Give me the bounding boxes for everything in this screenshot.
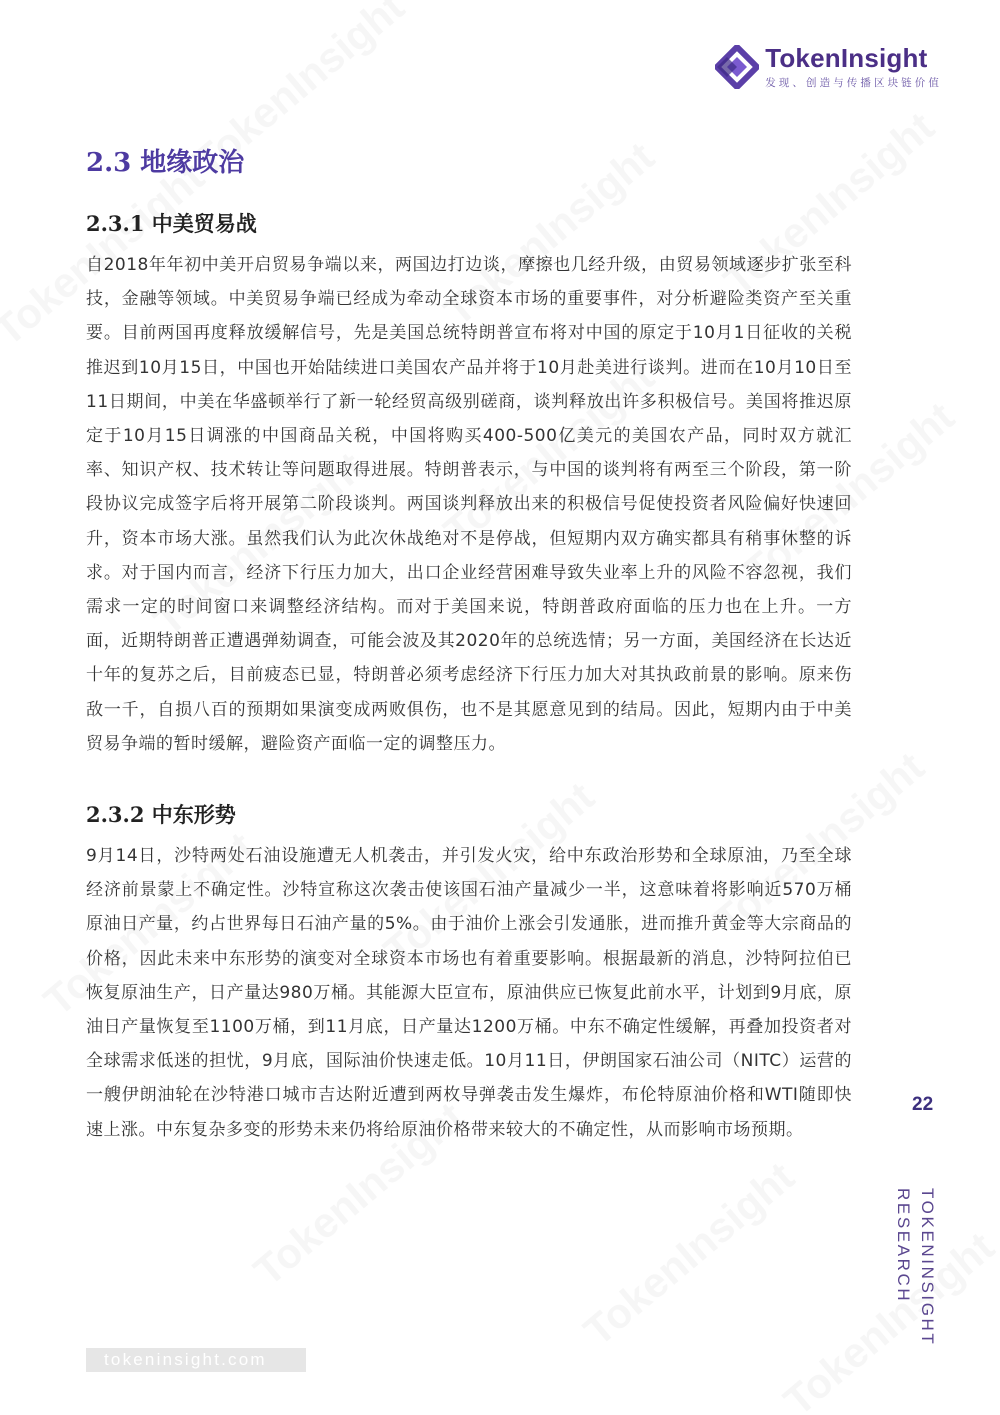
tokeninsight-logo-icon	[715, 45, 759, 89]
brand-tagline: 发现、创造与传播区块链价值	[765, 77, 942, 89]
page-number: 22	[912, 1094, 934, 1115]
brand-name: TokenInsight	[765, 43, 928, 73]
footer-bar	[86, 1348, 306, 1372]
brand-logo	[715, 44, 942, 90]
watermark	[575, 1153, 804, 1356]
subsection-title: 2.3.1 中美贸易战	[86, 211, 257, 236]
watermark	[775, 1223, 1000, 1415]
vertical-research-label: RESEARCH	[894, 1188, 913, 1304]
paragraph: 自2018年年初中美开启贸易争端以来，两国边打边谈，摩擦也几经升级，由贸易领域逐步扩张至科技，金融等领域。中美贸易争端已经成为牵动全球资本市场的重要事件，对分析避险类资产至关重要。目前两国再度释放缓解信号，先是美国总统特朗普宣布将对中国的原定于10月1日征收的关税推迟到10月15日，中国也开始陆续进口美国农产品并将于10月赴美进行谈判。进而在10月10日至11日期间，中美在华盛顿举行了新一轮经贸高级别磋商，谈判释放出许多积极信号。美国将推迟原定于10月15日调涨的中国商品关税，中国将购买400-500亿美元的美国农产品，同时双方就汇率、知识产权、技术转让等问题取得进展。特朗普表示，与中国的谈判将有两至三个阶段，第一阶段协议完成签字后将开展第二阶段谈判。两国谈判释放出来的积极信号促使投资者风险偏好快速回升，资本市场大涨。虽然我们认为此次休战绝对不是停战，但短期内双方确实都具有稍事休整的诉求。对于国内而言，经济下行压力加大，出口企业经营困难导致失业率上升的风险不容忽视，我们需求一定的时间窗口来调整经济结构。而对于美国来说，特朗普政府面临的压力也在上升。一方面，近期特朗普正遭遇弹劾调查，可能会波及其2020年的总统选情；另一方面，美国经济在长达近十年的复苏之后，目前疲态已显，特朗普必须考虑经济下行压力加大对其执政前景的影响。原来伤敌一千，自损八百的预期如果演变成两败俱伤，也不是其愿意见到的结局。因此，短期内由于中美贸易争端的暂时缓解，避险资产面临一定的调整压力。	[86, 255, 852, 754]
footer-url: tokeninsight.com	[104, 1350, 267, 1369]
main-content	[86, 140, 852, 1147]
subsection-title: 2.3.2 中东形势	[86, 802, 236, 828]
paragraph: 9月14日，沙特两处石油设施遭无人机袭击，并引发火灾，给中东政治形势和全球原油，乃至全球经济前景蒙上不确定性。沙特宣称这次袭击使该国石油产量减少一半，这意味着将影响近570万桶原油日产量，约占世界每日石油产量的5%。由于油价上涨会引发通胀，进而推升黄金等大宗商品的价格，因此未来中东形势的演变对全球资本市场也有着重要影响。根据最新的消息，沙特阿拉伯已恢复原油生产，日产量达980万桶。其能源大臣宣布，原油供应已恢复此前水平，计划到9月底，原油日产量恢复至1100万桶，到11月底，日产量达1200万桶。中东不确定性缓解，再叠加投资者对全球需求低迷的担忧，9月底，国际油价快速走低。10月11日，伊朗国家石油公司（NITC）运营的一艘伊朗油轮在沙特港口城市吉达附近遭到两枚导弹袭击发生爆炸，布伦特原油价格和WTI随即快速上涨。中东复杂多变的形势未来仍将给原油价格带来较大的不确定性，从而影响市场预期。	[86, 846, 852, 1140]
section-title: 2.3 地缘政治	[86, 148, 245, 178]
vertical-brand-label: TOKENINSIGHT	[918, 1188, 937, 1347]
